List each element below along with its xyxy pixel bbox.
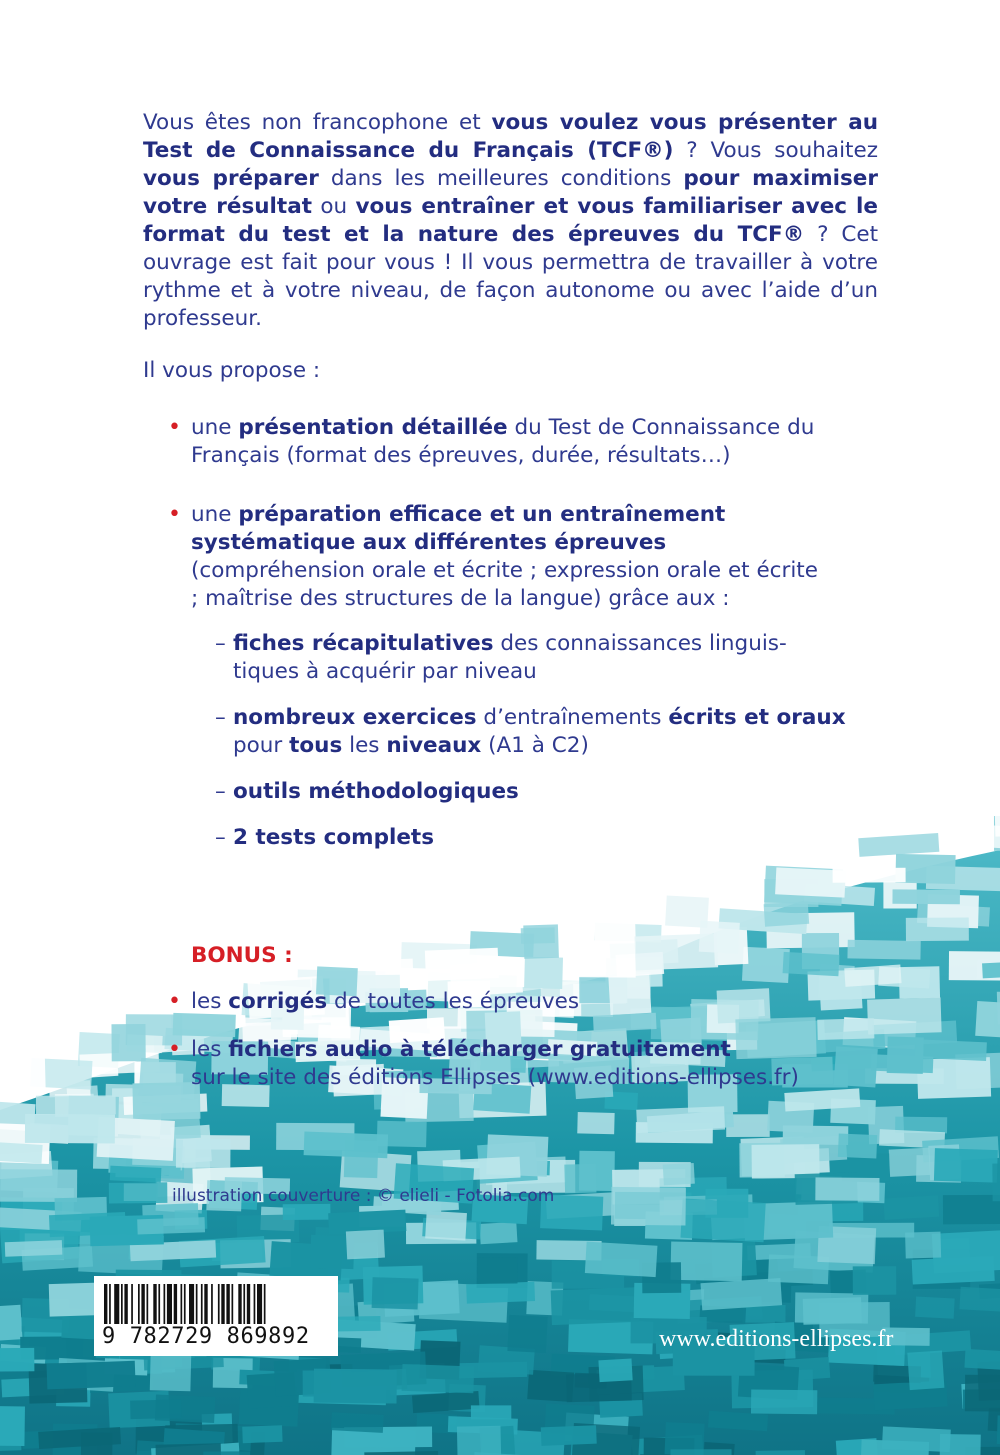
d4-b1: 2 tests complets — [233, 825, 434, 850]
barcode-bar — [121, 1284, 123, 1324]
barcode-bar — [189, 1284, 194, 1324]
intro-text-5: ? Cet ouvrage est fait pour vous ! Il vous permettra de travailler à votre rythme et à votre niveau, de façon autonome ou avec l’aide d’un professeur. — [143, 222, 879, 331]
barcode-bar — [243, 1284, 245, 1324]
dash-exercices-text — [233, 704, 846, 760]
barcode-bar — [211, 1284, 213, 1324]
barcode-bar — [204, 1284, 207, 1324]
d2-b4: niveaux — [386, 733, 482, 758]
barcode-bar — [141, 1284, 144, 1324]
bonus-corriges-text — [191, 988, 808, 1016]
barcode-bar — [153, 1284, 156, 1324]
intro-paragraph — [143, 109, 878, 333]
bo1-t2: de toutes les épreuves — [327, 989, 580, 1014]
barcode-bar — [131, 1284, 133, 1324]
dash-outils — [215, 778, 519, 806]
bonus-corriges — [168, 988, 808, 1016]
publisher-website[interactable]: www.editions-ellipses.fr — [659, 1326, 894, 1352]
barcode — [94, 1276, 338, 1356]
bonus-audio-text — [191, 1036, 818, 1092]
barcode-bar — [184, 1284, 186, 1324]
barcode-bar — [254, 1284, 256, 1324]
dash-fiches — [215, 630, 787, 686]
dash-icon: – — [215, 631, 226, 656]
isbn-number: 9 782729 869892 — [102, 1324, 310, 1349]
d2-t2: pour — [233, 733, 290, 758]
intro-bold-3: pour maximiser votre résultat — [143, 166, 878, 219]
dash-fiches-text — [233, 630, 787, 686]
barcode-bar — [257, 1284, 262, 1324]
bullet-dot-icon: • — [168, 1037, 181, 1062]
barcode-bar — [164, 1284, 166, 1324]
d1-b1: fiches récapitulatives — [233, 631, 494, 656]
d2-b3: tous — [289, 733, 343, 758]
intro-text-3: dans les meilleures conditions — [318, 166, 684, 191]
d2-t3: les — [342, 733, 387, 758]
b1-b1: présentation détaillée — [238, 415, 508, 440]
bullet-dot-icon: • — [168, 989, 181, 1014]
bullet-presentation-text — [191, 414, 828, 470]
barcode-bar — [114, 1284, 119, 1324]
d2-t1: d’entraînements — [476, 705, 669, 730]
propose-heading: Il vous propose : — [143, 358, 321, 383]
bo2-t2: sur le site des éditions Ellipses (www.editions-ellipses.fr) — [191, 1065, 799, 1090]
d2-b2: écrits et oraux — [668, 705, 846, 730]
dash-exercices — [215, 704, 846, 760]
d3-b1: outils méthodologiques — [233, 779, 519, 804]
bullet-presentation — [168, 414, 828, 470]
barcode-bar — [264, 1284, 266, 1324]
bullet-dot-icon: • — [168, 502, 181, 527]
barcode-bar — [158, 1284, 160, 1324]
bullet-preparation-text — [191, 501, 830, 613]
bo2-b1: fichiers audio à télécharger gratuitement — [228, 1037, 731, 1062]
barcode-bar — [238, 1284, 241, 1324]
intro-bold-2: vous préparer — [143, 166, 319, 191]
barcode-bar — [247, 1284, 250, 1324]
barcode-bar — [181, 1284, 183, 1324]
barcode-bar — [167, 1284, 172, 1324]
barcode-bar — [201, 1284, 203, 1324]
bonus-heading: BONUS : — [191, 943, 293, 968]
bullet-dot-icon: • — [168, 415, 181, 440]
d2-b1: nombreux exercices — [233, 705, 477, 730]
intro-bold-4: vous entraîner et vous familiariser avec le format du test et la nature des épreuves du TCF® — [143, 194, 878, 247]
barcode-bar — [109, 1284, 111, 1324]
dash-icon: – — [215, 779, 226, 804]
dash-tests — [215, 824, 434, 852]
barcode-bar — [147, 1284, 149, 1324]
d2-t4: (A1 à C2) — [481, 733, 589, 758]
dash-tests-text — [233, 824, 434, 852]
illustration-credit: illustration couverture : © elieli - Fotolia.com — [172, 1186, 555, 1206]
b1-t2: du Test de Connaissance du Français (format des épreuves, durée, résultats…) — [191, 415, 815, 468]
barcode-bar — [138, 1284, 140, 1324]
intro-bold-1: vous voulez vous présenter au Test de Connaissance du Français (TCF®) — [143, 110, 879, 163]
barcode-bar — [196, 1284, 198, 1324]
bullet-preparation — [168, 501, 830, 613]
bo1-t1: les — [191, 989, 229, 1014]
barcode-bars — [104, 1284, 328, 1324]
intro-text-4: ou — [311, 194, 356, 219]
barcode-bar — [226, 1284, 229, 1324]
b1-t1: une — [191, 415, 239, 440]
bo2-t1: les — [191, 1037, 229, 1062]
barcode-bar — [174, 1284, 177, 1324]
dash-icon: – — [215, 825, 226, 850]
barcode-bar — [218, 1284, 220, 1324]
b2-b1: préparation efficace et un entraînement systématique aux différentes épreuves — [191, 502, 726, 555]
dash-outils-text — [233, 778, 519, 806]
dash-icon: – — [215, 705, 226, 730]
intro-text-2: ? Vous souhaitez — [673, 138, 878, 163]
bonus-audio — [168, 1036, 818, 1092]
barcode-bar — [104, 1284, 107, 1324]
barcode-bar — [232, 1284, 234, 1324]
d1-t2: tiques à acquérir par niveau — [233, 659, 537, 684]
barcode-bar — [221, 1284, 224, 1324]
b2-t2: (compréhension orale et écrite ; expression orale et écrite ; maîtrise des structures de la langue) grâce aux : — [191, 558, 818, 611]
barcode-bar — [124, 1284, 127, 1324]
d1-t1: des connaissances linguis- — [493, 631, 787, 656]
bo1-b1: corrigés — [228, 989, 328, 1014]
b2-t1: une — [191, 502, 239, 527]
intro-text-1: Vous êtes non francophone et — [143, 110, 492, 135]
